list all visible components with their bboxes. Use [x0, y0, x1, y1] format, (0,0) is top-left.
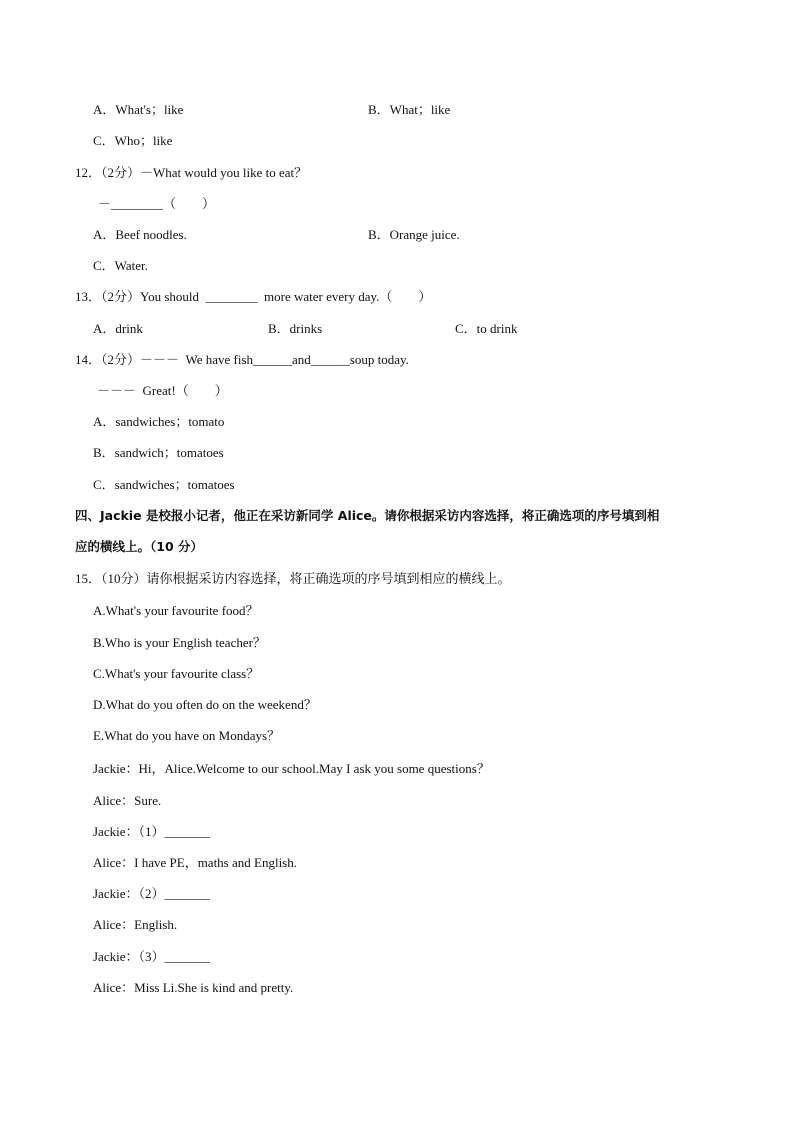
q12-stem: 12．（2分）－What would you like to eat？: [75, 165, 308, 180]
q11-option-b: B．What；like: [368, 102, 451, 117]
q14-stem: 14．（2分）－－－ We have fish______and______soup today.: [75, 352, 409, 367]
dialogue-line-2: Alice：Sure.: [93, 793, 162, 808]
q12-answer-line: －________（ ）: [98, 196, 216, 211]
q15-option-b: B.Who is your English teacher？: [93, 635, 266, 650]
dialogue-line-1: Jackie：Hi，Alice.Welcome to our school.May I ask you some questions？: [93, 761, 490, 776]
dialogue-line-5: Jackie：（2）_______: [93, 886, 210, 901]
q14-option-c: C．sandwiches；tomatoes: [93, 477, 235, 492]
q12-option-b: B．Orange juice.: [368, 227, 460, 242]
section4-title-line1: 四、Jackie 是校报小记者，他正在采访新同学 Alice。请你根据采访内容选择，将正确选项的序号填到相: [75, 508, 660, 523]
q13-option-a: A．drink: [93, 321, 143, 336]
q15-option-d: D.What do you often do on the weekend？: [93, 697, 317, 712]
q12-option-c: C．Water.: [93, 258, 148, 273]
q15-stem: 15．（10分）请你根据采访内容选择，将正确选项的序号填到相应的横线上。: [75, 571, 511, 586]
q14-option-a: A．sandwiches；tomato: [93, 414, 225, 429]
dialogue-line-6: Alice：English.: [93, 917, 178, 932]
q12-option-a: A．Beef noodles.: [93, 227, 187, 242]
dialogue-line-3: Jackie：（1）_______: [93, 824, 210, 839]
q11-option-c: C．Who；like: [93, 133, 173, 148]
q14-reply: －－－ Great!（ ）: [97, 383, 228, 398]
section4-title-line2: 应的横线上。（10 分）: [75, 539, 203, 554]
q11-option-a: A．What's；like: [93, 102, 184, 117]
q15-option-c: C.What's your favourite class？: [93, 666, 260, 681]
dialogue-line-8: Alice：Miss Li.She is kind and pretty.: [93, 980, 294, 995]
q14-option-b: B．sandwich；tomatoes: [93, 445, 224, 460]
q13-stem: 13．（2分）You should ________ more water every day.（ ）: [75, 289, 432, 304]
q15-option-a: A.What's your favourite food？: [93, 603, 259, 618]
dialogue-line-4: Alice：I have PE，maths and English.: [93, 855, 297, 870]
dialogue-line-7: Jackie：（3）_______: [93, 949, 210, 964]
q13-option-b: B．drinks: [268, 321, 323, 336]
q13-option-c: C．to drink: [455, 321, 518, 336]
q15-option-e: E.What do you have on Mondays？: [93, 728, 281, 743]
